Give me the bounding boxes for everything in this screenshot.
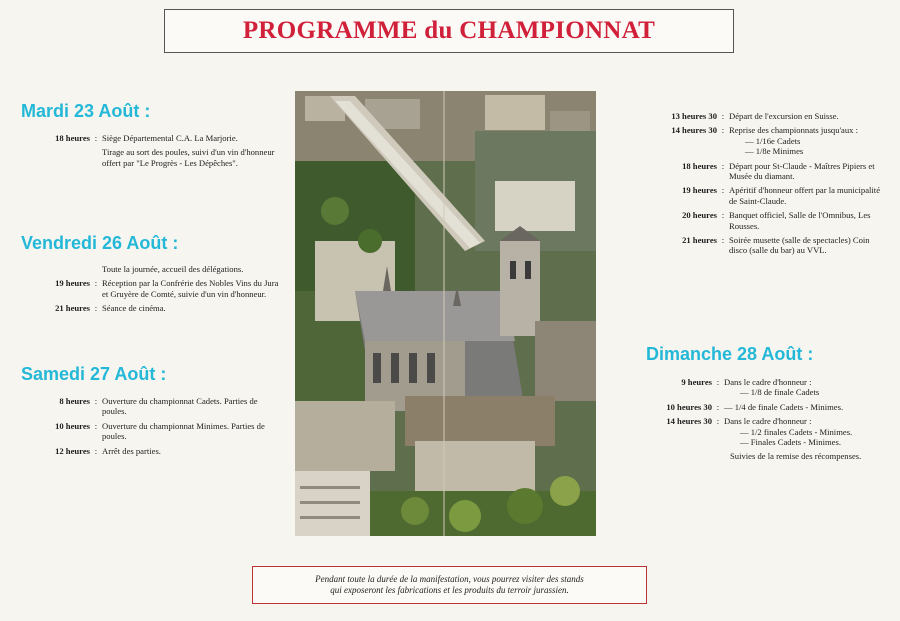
event-text: Reprise des championnats jusqu'aux :: [729, 125, 858, 136]
schedule-vendredi: [22, 264, 280, 318]
time: 18 heures: [55, 133, 90, 143]
event: Départ de l'excursion en Suisse.: [729, 111, 839, 121]
event: Soirée musette (salle de spectacles) Coin disco (salle du bar) au VVL.: [729, 235, 870, 256]
time: 9 heures: [681, 377, 712, 387]
schedule-row: 13 heures 30 : Départ de l'excursion en Suisse.: [624, 111, 886, 121]
time: 19 heures: [55, 278, 90, 289]
time: 21 heures: [55, 303, 90, 314]
note: Tirage au sort des poules, suivi d'un vin d'honneur offert par "Le Progrès - Les Dépêches".: [102, 147, 275, 168]
time: 10 heures: [55, 420, 90, 431]
schedule-row: 21 heures : Séance de cinéma.: [22, 303, 280, 313]
schedule-row: 18 heures : Départ pour St-Claude - Maîtres Pipiers et Musée du diamant.: [624, 161, 886, 182]
schedule-row: 14 heures 30 : Dans le cadre d'honneur : — 1/2 finales Cadets - Minimes. — Finales Cadets - Minimes.: [624, 416, 886, 447]
event: Départ pour St-Claude - Maîtres Pipiers et Musée du diamant.: [729, 160, 875, 182]
event-sub: — 1/16e Cadets: [745, 135, 801, 146]
schedule-row: 14 heures 30 : Reprise des championnats jusqu'aux : — 1/16e Cadets — 1/8e Minimes: [624, 125, 886, 156]
event: [724, 416, 886, 447]
schedule-row: 9 heures : Dans le cadre d'honneur : — 1/8 de finale Cadets: [624, 377, 886, 398]
time: 20 heures: [682, 210, 717, 221]
event: Ouverture du championnat Minimes. Parties de poules.: [102, 420, 265, 442]
closing-note: Suivies de la remise des récompenses.: [730, 451, 862, 462]
footer-line-1: Pendant toute la durée de la manifestation, vous pourrez visiter des stands: [315, 574, 584, 584]
note: Toute la journée, accueil des délégations.: [102, 264, 244, 274]
event: Arrêt des parties.: [102, 445, 161, 456]
event-sub: — 1/2 finales Cadets - Minimes.: [740, 426, 853, 437]
aerial-photo-illustration: [295, 91, 596, 536]
event-sub: — Finales Cadets - Minimes.: [740, 437, 841, 448]
day-heading-dimanche: Dimanche 28 Août :: [646, 344, 814, 364]
event-sub: — 1/8e Minimes: [745, 146, 804, 157]
schedule-mardi: [22, 133, 280, 172]
event: [729, 125, 886, 156]
time: 14 heures 30: [666, 416, 712, 427]
schedule-dimanche: [624, 377, 886, 462]
time: 8 heures: [59, 396, 90, 406]
time: 19 heures: [682, 185, 717, 196]
event-text: Dans le cadre d'honneur :: [724, 377, 812, 387]
page-title: PROGRAMME du CHAMPIONNAT: [242, 17, 656, 44]
day-heading-vendredi: Vendredi 26 Août :: [21, 233, 179, 253]
time: 13 heures 30: [671, 111, 717, 121]
event-sub: — 1/8 de finale Cadets: [740, 387, 820, 398]
event: Séance de cinéma.: [102, 303, 166, 314]
event: Siège Départemental C.A. La Marjorie.: [102, 133, 238, 143]
time: 10 heures 30: [666, 401, 712, 412]
footer-box: [252, 566, 647, 604]
schedule-row: 8 heures : Ouverture du championnat Cadets. Parties de poules.: [22, 396, 280, 417]
event: Réception par la Confrérie des Nobles Vins du Jura et Gruyère de Comté, suivie d'un vin d'honneur.: [102, 278, 279, 299]
schedule-row: 21 heures : Soirée musette (salle de spectacles) Coin disco (salle du bar) au VVL.: [624, 235, 886, 256]
event: — 1/4 de finale Cadets - Minimes.: [724, 401, 844, 412]
event: Banquet officiel, Salle de l'Omnibus, Les Rousses.: [729, 210, 871, 231]
event: Ouverture du championnat Cadets. Parties de poules.: [102, 396, 258, 417]
footer-line-2: qui exposeront les fabrications et les produits du terroir jurassien.: [330, 585, 569, 595]
title-box: [164, 9, 734, 53]
event: Apéritif d'honneur offert par la municipalité de Saint-Claude.: [729, 185, 881, 206]
aerial-photo-cathedral: [295, 91, 596, 536]
time: 18 heures: [682, 160, 717, 171]
event-text: Dans le cadre d'honneur :: [724, 416, 812, 427]
schedule-row: 19 heures : Réception par la Confrérie des Nobles Vins du Jura et Gruyère de Comté, suivie d'un vin d'honneur.: [22, 278, 280, 299]
time: 12 heures: [55, 445, 90, 456]
event: [724, 377, 886, 398]
schedule-row: 10 heures : Ouverture du championnat Minimes. Parties de poules.: [22, 421, 280, 442]
schedule-row: 19 heures : Apéritif d'honneur offert par la municipalité de Saint-Claude.: [624, 185, 886, 206]
time: 21 heures: [682, 235, 717, 246]
day-heading-samedi: Samedi 27 Août :: [21, 364, 167, 384]
schedule-row: 18 heures : Siège Départemental C.A. La Marjorie.: [22, 133, 280, 143]
day-heading-mardi: Mardi 23 Août :: [21, 101, 151, 121]
schedule-samedi-afternoon: [624, 111, 886, 260]
schedule-row: 10 heures 30 : — 1/4 de finale Cadets - Minimes.: [624, 402, 886, 412]
time: 14 heures 30: [671, 125, 717, 136]
schedule-samedi: [22, 396, 280, 460]
schedule-row: 12 heures : Arrêt des parties.: [22, 446, 280, 456]
schedule-row: 20 heures : Banquet officiel, Salle de l'Omnibus, Les Rousses.: [624, 210, 886, 231]
